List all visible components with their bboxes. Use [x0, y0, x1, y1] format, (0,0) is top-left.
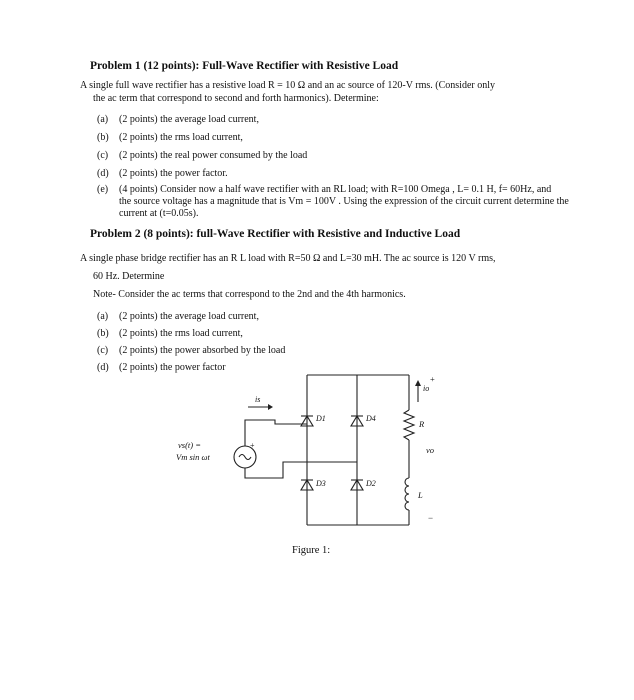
item-label: (a)	[97, 311, 109, 322]
d2-label: D2	[366, 479, 376, 488]
item-text: (2 points) the rms load current,	[119, 328, 243, 339]
source-label-line-1: vs(t) =	[178, 440, 201, 450]
output-minus-sign: −	[428, 513, 434, 523]
d4-label: D4	[366, 414, 376, 423]
problem-2-title: Problem 2 (8 points): full-Wave Rectifier with Resistive and Inductive Load	[90, 228, 461, 240]
ac-sine-symbol	[239, 455, 251, 460]
figure-caption: Figure 1:	[292, 545, 331, 556]
inductor-symbol	[405, 478, 409, 510]
item-label: (a)	[97, 114, 109, 125]
problem-2-intro-line-1: A single phase bridge rectifier has an R L load with R=50 Ω and L=30 mH. The ac source is 120 V rms,	[80, 253, 496, 264]
source-label-line-2: Vm sin ωt	[176, 452, 210, 462]
item-continuation-1: the source voltage has a magnitude that is Vm = 100V . Using the expression of the circuit current determine the	[119, 196, 569, 207]
item-label: (e)	[97, 184, 109, 195]
problem-1-title: Problem 1 (12 points): Full-Wave Rectifier with Resistive Load	[90, 60, 399, 72]
io-arrowhead	[415, 380, 421, 386]
r-label: R	[419, 419, 425, 429]
item-label: (b)	[97, 132, 109, 143]
item-text: (2 points) the power absorbed by the load	[119, 345, 286, 356]
item-text: (2 points) the power factor	[119, 362, 226, 373]
item-label: (b)	[97, 328, 109, 339]
problem-2-note: Note- Consider the ac terms that correspond to the 2nd and the 4th harmonics.	[93, 289, 406, 300]
is-label: is	[255, 395, 261, 404]
problem-2-intro-line-2: 60 Hz. Determine	[93, 271, 165, 282]
item-label: (d)	[97, 168, 109, 179]
problem-1-intro-line-1: A single full wave rectifier has a resistive load R = 10 Ω and an ac source of 120-V rms. (Consider only	[80, 80, 496, 91]
item-text: (2 points) the power factor.	[119, 168, 228, 179]
output-plus-sign: +	[430, 374, 435, 384]
l-label: L	[418, 490, 423, 500]
item-label: (c)	[97, 345, 109, 356]
io-label: io	[423, 384, 430, 393]
item-label: (d)	[97, 362, 109, 373]
item-text: (2 points) the rms load current,	[119, 132, 243, 143]
item-text: (2 points) the average load current,	[119, 114, 259, 125]
item-label: (c)	[97, 150, 109, 161]
item-text: (2 points) the real power consumed by the load	[119, 150, 308, 161]
d3-label: D3	[316, 479, 326, 488]
source-plus-sign: +	[250, 441, 255, 450]
source-bottom-lead-wire	[245, 462, 357, 478]
d1-label: D1	[316, 414, 326, 423]
vo-label: vo	[426, 445, 435, 455]
resistor-symbol	[404, 410, 414, 440]
item-text: (2 points) the average load current,	[119, 311, 259, 322]
problem-1-intro-line-2: the ac term that correspond to second and forth harmonics). Determine:	[93, 93, 379, 104]
item-text: (4 points) Consider now a half wave rectifier with an RL load; with R=100 Omega , L= 0.1 H, f= 60Hz, and	[119, 184, 552, 195]
is-arrowhead	[268, 404, 273, 410]
item-continuation-2: current at (t=0.05s).	[119, 208, 199, 219]
